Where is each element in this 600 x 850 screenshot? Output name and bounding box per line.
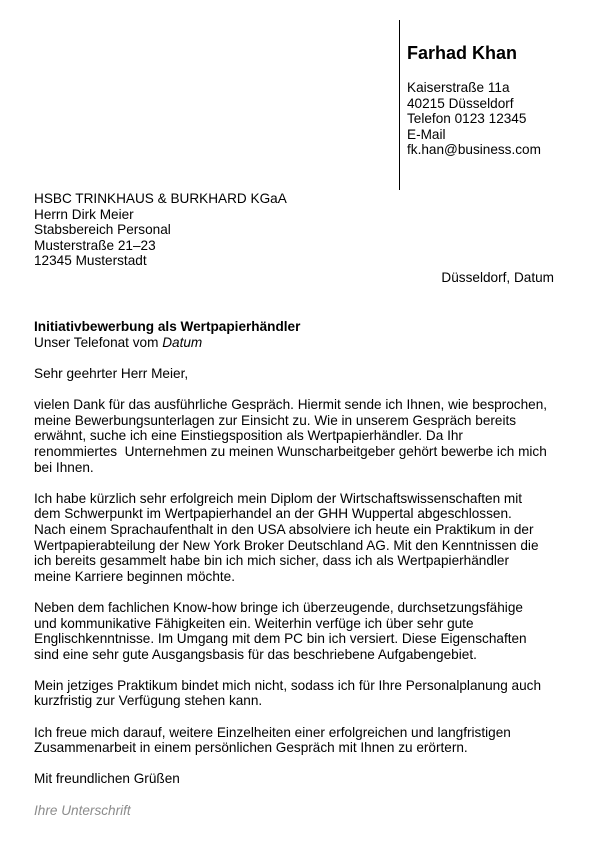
sender-block [407, 42, 592, 158]
recipient-block [34, 191, 374, 269]
sender-street: Kaiserstraße 11a [407, 80, 510, 95]
recipient-street: Musterstraße 21–23 [34, 237, 156, 253]
closing: Mit freundlichen Grüßen [34, 771, 180, 787]
paragraph-line: dem Schwerpunkt im Wertpapierhandel an der GHH Wuppertal abgeschlossen. [34, 506, 512, 522]
letter-body [34, 366, 564, 818]
subject-reference-date: Datum [162, 334, 203, 350]
paragraph-4 [34, 678, 564, 709]
paragraph-1 [34, 397, 564, 475]
paragraph-line: kurzfristig zur Verfügung stehen kann. [34, 693, 263, 709]
recipient-city: 12345 Musterstadt [34, 253, 147, 269]
sender-city: 40215 Düsseldorf [407, 95, 514, 111]
paragraph-line: Ich habe kürzlich sehr erfolgreich mein Diplom der Wirtschaftswissenschaften mit [34, 490, 523, 506]
subject-reference [34, 335, 554, 351]
paragraph-5 [34, 725, 564, 756]
paragraph-line: vielen Dank für das ausführliche Gespräch. Hiermit sende ich Ihnen, wie besprochen, [34, 397, 548, 413]
header-divider-line [399, 20, 400, 190]
paragraph-line: Nach einem Sprachaufenthalt in den USA absolviere ich heute ein Praktikum in der [34, 521, 534, 537]
paragraph-line: Mein jetziges Praktikum bindet mich nicht, sodass ich für Ihre Personalplanung auch [34, 677, 542, 693]
paragraph-line: erwähnt, suche ich eine Einstiegsposition als Wertpapierhändler. Da Ihr [34, 428, 463, 444]
paragraph-line: renommiertes Unternehmen zu meinen Wunscharbeitgeber gehört bewerbe ich mich [34, 443, 547, 459]
sender-email: fk.han@business.com [407, 142, 541, 158]
paragraph-line: Neben dem fachlichen Know-how bringe ich überzeugende, durchsetzungsfähige [34, 599, 523, 615]
paragraph-line: meine Karriere beginnen möchte. [34, 568, 235, 584]
paragraph-line: meine Bewerbungsunterlagen zur Einsicht zu. Wie in unserem Gespräch bereits [34, 412, 517, 428]
paragraph-line: bei Ihnen. [34, 459, 94, 475]
place-date: Düsseldorf, Datum [441, 270, 554, 285]
subject-block [34, 319, 554, 350]
recipient-company: HSBC TRINKHAUS & BURKHARD KGaA [34, 191, 287, 206]
paragraph-line: Ich freue mich darauf, weitere Einzelheiten einer erfolgreichen und langfristigen [34, 724, 511, 740]
paragraph-line: Zusammenarbeit in einem persönlichen Gespräch mit Ihnen zu erörtern. [34, 740, 468, 756]
paragraph-line: sind eine sehr gute Ausgangsbasis für das beschriebene Aufgabengebiet. [34, 646, 477, 662]
paragraph-line: ich bereits gesammelt habe bin ich mich sicher, dass ich als Wertpapierhändler [34, 553, 510, 569]
salutation: Sehr geehrter Herr Meier, [34, 366, 189, 381]
sender-email-label: E-Mail [407, 126, 446, 142]
paragraph-line: und kommunikative Fähigkeiten ein. Weiterhin verfüge ich über sehr gute [34, 615, 474, 631]
paragraph-3 [34, 600, 564, 662]
subject-reference-prefix: Unser Telefonat vom [34, 334, 163, 350]
sender-name: Farhad Khan [407, 43, 518, 63]
paragraph-2 [34, 491, 564, 585]
subject-title: Initiativbewerbung als Wertpapierhändler [34, 319, 301, 334]
recipient-department: Stabsbereich Personal [34, 222, 171, 238]
sender-phone: Telefon 0123 12345 [407, 111, 527, 127]
signature-placeholder: Ihre Unterschrift [34, 802, 131, 818]
recipient-contact: Herrn Dirk Meier [34, 206, 134, 222]
paragraph-line: Wertpapierabteilung der New York Broker Deutschland AG. Mit den Kenntnissen die [34, 537, 539, 553]
paragraph-line: Englischkenntnisse. Im Umgang mit dem PC bin ich versiert. Diese Eigenschaften [34, 631, 527, 647]
